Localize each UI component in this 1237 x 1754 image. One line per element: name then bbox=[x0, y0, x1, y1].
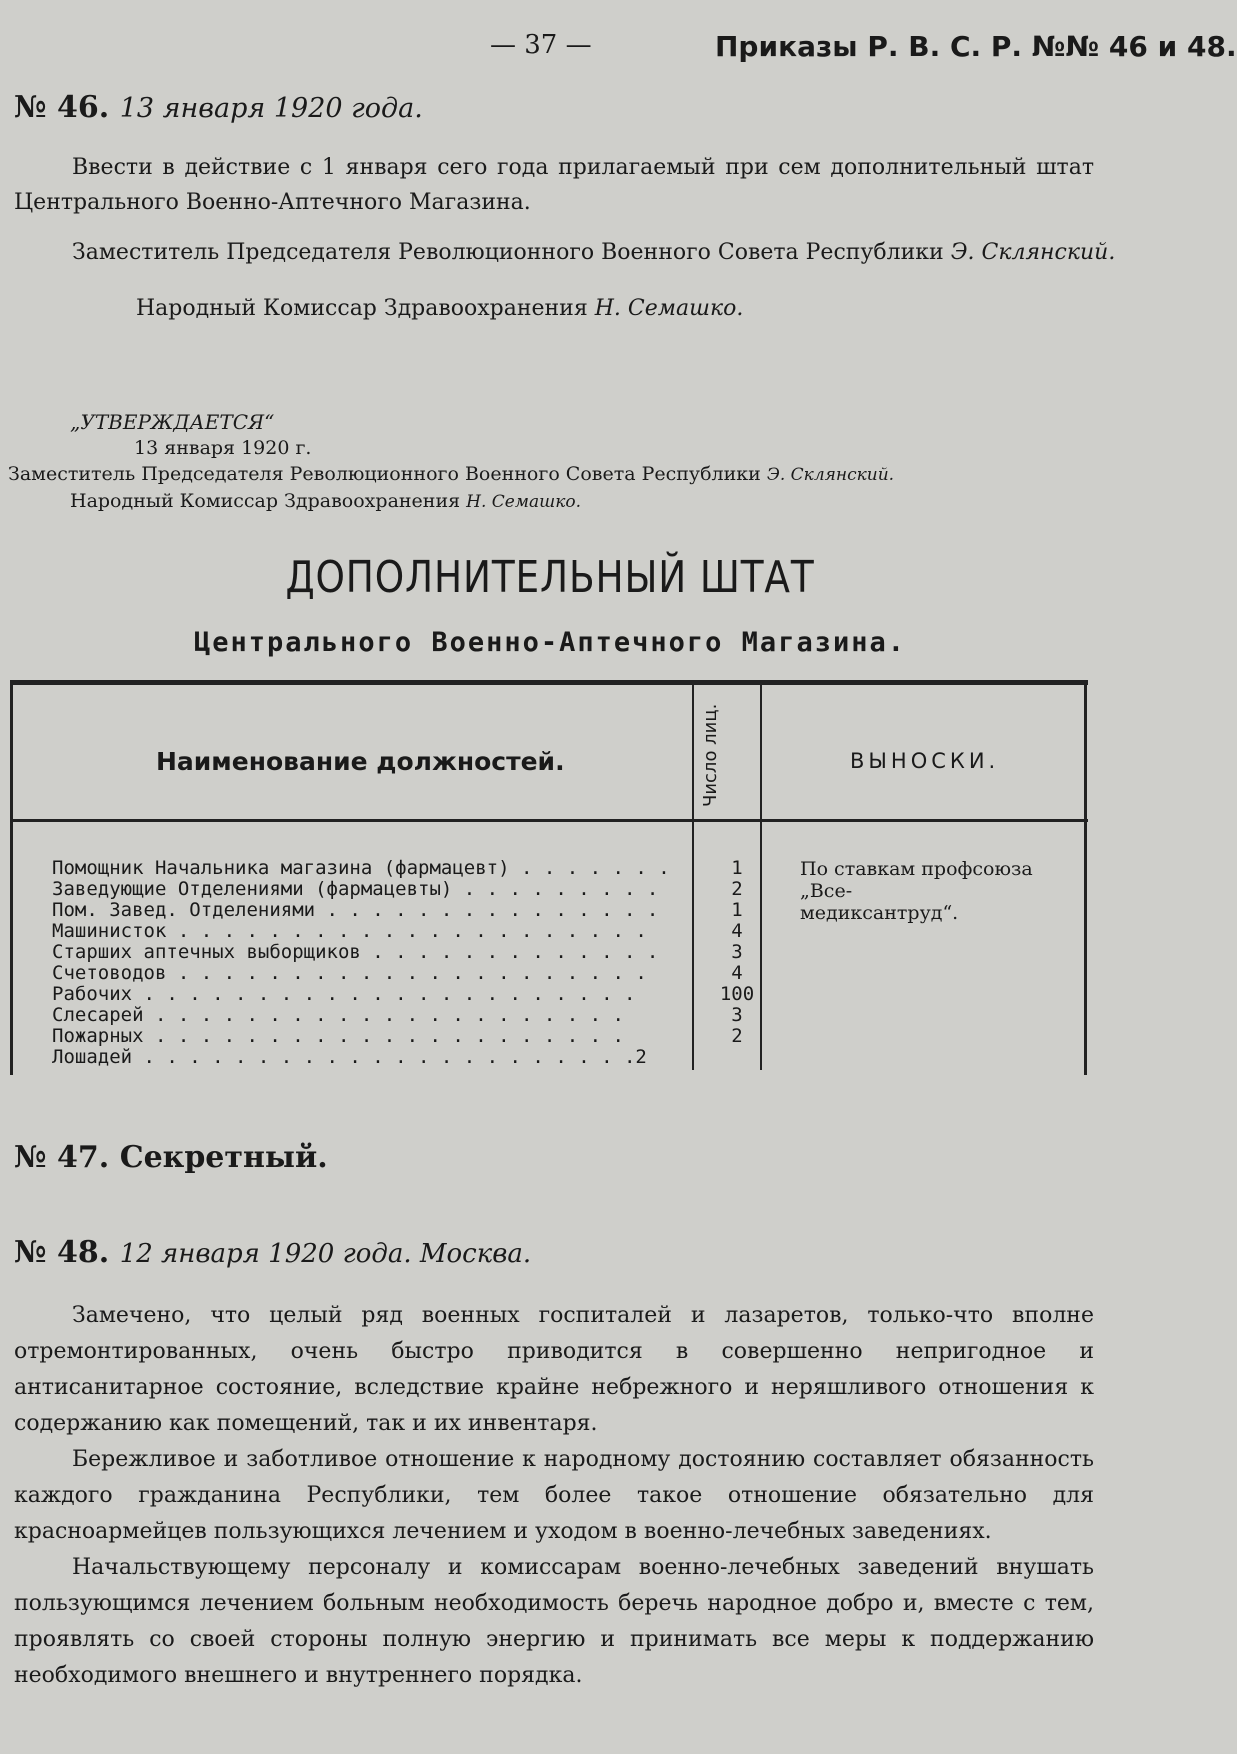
order-46-heading bbox=[14, 90, 423, 125]
order-48-number: № 48. bbox=[14, 1235, 110, 1270]
order-48-body bbox=[14, 1298, 1094, 1694]
order-46-signature-1: Заместитель Председателя Революционного Военного Совета Республики Э. Склянский. bbox=[72, 240, 1116, 265]
staff-table bbox=[10, 680, 1088, 1075]
table-row: Машинисток . . . . . . . . . . . . . . . . . . . . . 4 bbox=[52, 920, 743, 942]
order-48-paragraph-1: Замечено, что целый ряд военных госпиталей и лазаретов, только-что вполне отремонтированных, очень быстро приводится в совершенно непригодное и антисанитарное состояние, вследствие крайне небрежного и неряшливого отношения к содержанию как помещений, так и их инвентаря. bbox=[14, 1303, 1094, 1436]
table-row: Старших аптечных выборщиков . . . . . . . . . . . . . 3 bbox=[52, 941, 743, 963]
order-46-signature-2: Народный Комиссар Здравоохранения Н. Семашко. bbox=[136, 296, 744, 321]
staff-title: ДОПОЛНИТЕЛЬНЫЙ ШТАТ bbox=[285, 552, 815, 603]
approval-date: 13 января 1920 г. bbox=[134, 437, 312, 459]
page-number: — 37 — bbox=[490, 30, 592, 60]
table-row: Рабочих . . . . . . . . . . . . . . . . . . . . . . 100 bbox=[52, 983, 755, 1005]
column-header-notes: ВЫНОСКИ. bbox=[850, 749, 1000, 773]
approval-label: „УТВЕРЖДАЕТСЯ“ bbox=[70, 410, 275, 434]
table-note: По ставкам профсоюза „Все- медиксантруд“. bbox=[800, 858, 1033, 924]
order-48-heading bbox=[14, 1235, 531, 1270]
running-title: Приказы Р. В. С. Р. №№ 46 и 48. bbox=[715, 30, 1237, 63]
order-46-number: № 46. bbox=[14, 90, 110, 125]
approval-signature-2: Народный Комиссар Здравоохранения Н. Семашко. bbox=[70, 490, 581, 512]
table-row: Помощник Начальника магазина (фармацевт) . . . . . . . 1 bbox=[52, 857, 743, 879]
staff-subtitle: Центрального Военно-Аптечного Магазина. bbox=[194, 627, 906, 658]
order-46-body: Ввести в действие с 1 января сего года прилагаемый при сем дополнительный штат Центрального Военно-Аптечного Магазина. bbox=[14, 155, 1094, 215]
order-48-paragraph-2: Бережливое и заботливое отношение к народному достоянию составляет обязанность каждого гражданина Республики, тем более такое отношение обязательно для красноармейцев пользующихся лечением и уходом в военно-лечебных заведениях. bbox=[14, 1447, 1094, 1544]
order-48-paragraph-3: Начальствующему персоналу и комиссарам военно-лечебных заведений внушать пользующимся лечением больным необходимость беречь народное добро и, вместе с тем, проявлять со своей стороны полную энергию и принимать все меры к поддержанию необходимого внешнего и внутреннего порядка. bbox=[14, 1555, 1094, 1688]
order-47-heading: № 47. Секретный. bbox=[14, 1140, 328, 1175]
table-row: Слесарей . . . . . . . . . . . . . . . . . . . . . 3 bbox=[52, 1004, 743, 1026]
column-header-count: Число лиц. bbox=[700, 703, 721, 807]
order-46-date: 13 января 1920 года. bbox=[119, 93, 423, 124]
order-48-date: 12 января 1920 года. Москва. bbox=[119, 1239, 532, 1269]
table-row: Пом. Завед. Отделениями . . . . . . . . . . . . . . . 1 bbox=[52, 899, 743, 921]
table-row: Счетоводов . . . . . . . . . . . . . . . . . . . . . 4 bbox=[52, 962, 743, 984]
approval-signature-1: Заместитель Председателя Революционного Военного Совета Республики Э. Склянский. bbox=[8, 463, 895, 485]
table-row: Лошадей . . . . . . . . . . . . . . . . . . . . . .2 bbox=[52, 1046, 647, 1068]
table-row: Заведующие Отделениями (фармацевты) . . . . . . . . . 2 bbox=[52, 878, 743, 900]
table-row: Пожарных . . . . . . . . . . . . . . . . . . . . . 2 bbox=[52, 1025, 743, 1047]
column-header-name: Наименование должностей. bbox=[156, 747, 565, 776]
